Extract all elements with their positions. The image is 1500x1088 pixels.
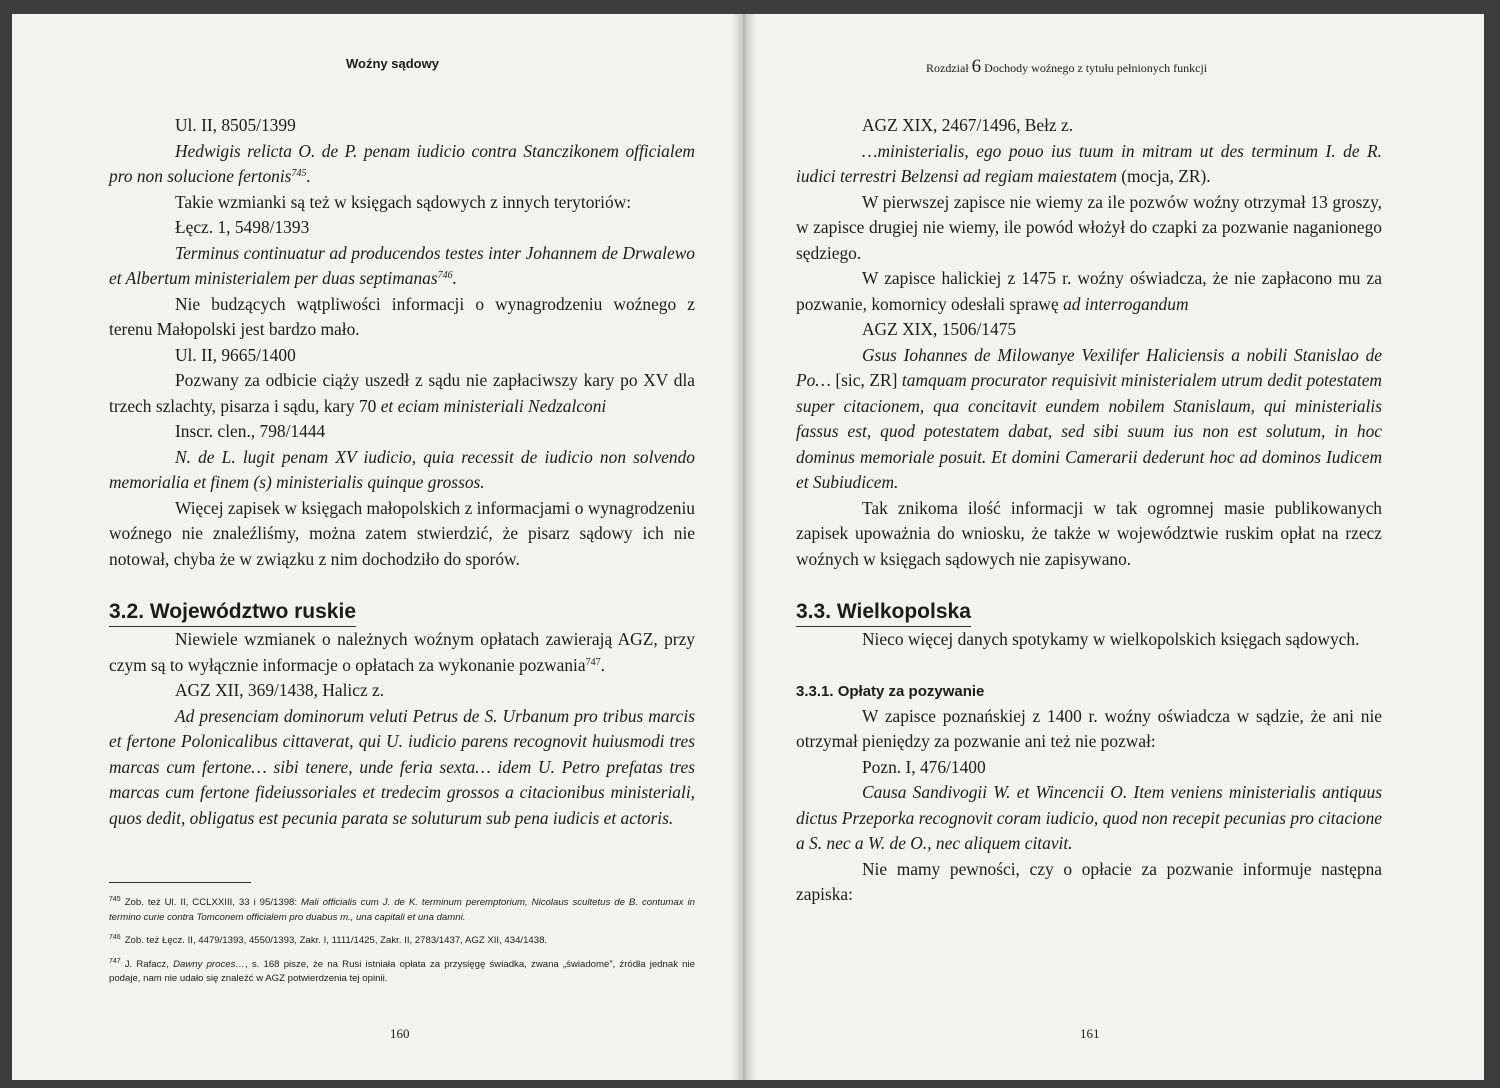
citation: AGZ XII, 369/1438, Halicz z. (175, 680, 385, 700)
paragraph: W zapisce poznańskiej z 1400 r. woźny oświadcza w sądzie, że ani nie otrzymał pieniędzy za pozwanie ani też nie pozwał: (796, 705, 1382, 751)
right-page (744, 14, 1484, 1080)
latin-quote: Causa Sandivogii W. et Wincencii O. Item veniens ministerialis antiquus dictus Przeporka recognovit coram iudicio, quod non recepit pecunias pro citacione a S. nec a W. de O., nec aliquem citavit. (796, 782, 1382, 853)
footnote-ref[interactable]: 746 (437, 270, 453, 281)
paragraph: Nie mamy pewności, czy o opłacie za pozwanie informuje następna zapiska: (796, 858, 1382, 904)
footnote-747: $^{747}$ J. Rafacz, Dawny proces…, s. 168 pisze, że na Rusi istniała opłata za przysięgę świadka, zwana „świadome”, źródła jednak nie podaje, nam nie udało się znaleźć w AGZ potwierdzenia tej opinii. (109, 957, 695, 984)
citation: AGZ XIX, 2467/1496, Bełz z. (862, 115, 1074, 135)
citation: Ul. II, 8505/1399 (175, 115, 296, 135)
latin-quote: N. de L. lugit penam XV iudicio, quia recessit de iudicio non solvendo memorialia et finem (s) ministerialis quinque grossos. (109, 446, 695, 492)
latin-quote: …ministerialis, ego pouo ius tuum in mitram ut des terminum I. de R. iudici terrestri Belzensi ad regiam maiestatem (mocja, ZR). (796, 140, 1382, 186)
citation: Pozn. I, 476/1400 (862, 756, 986, 777)
left-page (12, 14, 746, 1080)
citation: Inscr. clen., 798/1444 (175, 421, 326, 441)
left-text-block (109, 113, 695, 831)
page-number: 161 (1080, 1026, 1100, 1041)
footnote-ref[interactable]: 745 (291, 168, 307, 179)
footnotes (109, 882, 695, 993)
footnote-rule (109, 882, 251, 883)
running-head: Rozdział 6 Dochody woźnego z tytułu pełnionych funkcji (926, 56, 1208, 77)
section-title: 3.2. Województwo ruskie (109, 598, 356, 627)
book-gutter (732, 14, 756, 1080)
subsection-title: 3.3.1. Opłaty za pozywanie (796, 682, 985, 700)
citation: AGZ XIX, 1506/1475 (862, 319, 1017, 339)
latin-quote: Gsus Iohannes de Milowanye Vexilifer Haliciensis a nobili Stanislao de Po… [sic, ZR] tamquam procurator requisivit ministerialem utrum dedit potestatem super citacionem, qua concitavit eundem nobilem Stanislaum, qui ministerialis fassus est, quod potestatem dabat, sed sibi suum ius non est solutum, in hoc dominus memoriale posuit. Et domini Camerarii dederunt hoc ad dominos Iudicem et Subiudicem. (796, 344, 1382, 492)
right-text-block (796, 113, 1382, 908)
paragraph: Tak znikoma ilość informacji w tak ogromnej masie publikowanych zapisek upoważnia do wniosku, że także w województwie ruskim opłat na rzecz woźnych w księgach sądowych nie zapisywano. (796, 497, 1382, 569)
paragraph: Więcej zapisek w księgach małopolskich z informacjami o wynagrodzeniu woźnego nie znaleźliśmy, można zatem stwierdzić, że pisarz sądowy ich nie notował, chyba że w związku z nim dochodziło do sporów. (109, 497, 695, 569)
latin-quote: Terminus continuatur ad producendos testes inter Johannem de Drwalewo et Albertum ministerialem per duas septimanas$^{746}$. (109, 242, 695, 288)
paragraph: Pozwany za odbicie ciąży uszedł z sądu nie zapłaciwszy kary po XV dla trzech szlachty, pisarza i sądu, kary 70 et eciam ministeriali Nedzalconi (109, 370, 695, 416)
citation: Ul. II, 9665/1400 (175, 344, 296, 365)
running-head: Woźny sądowy (346, 56, 439, 71)
citation: Łęcz. 1, 5498/1393 (175, 217, 310, 237)
footnote-ref[interactable]: 747 (585, 656, 601, 668)
paragraph: Takie wzmianki są też w księgach sądowych z innych terytoriów: (175, 191, 632, 212)
paragraph: W pierwszej zapisce nie wiemy za ile pozwów woźny otrzymał 13 groszy, w zapisce drugiej nie wiemy, ile powód włożył do czapki za pozwanie naganionego sędziego. (796, 191, 1382, 263)
footnote-746: $^{746}$ Zob. też Łęcz. II, 4479/1393, 4550/1393, Zakr. I, 1111/1425, Zakr. II, 2783/1437, AGZ XII, 434/1438. (109, 934, 548, 946)
section-title: 3.3. Wielkopolska (796, 598, 971, 627)
latin-quote: Hedwigis relicta O. de P. penam iudicio contra Stanczikonem officialem pro non solucione fertonis$^{745}$. (109, 140, 695, 186)
paragraph: Niewiele wzmianek o należnych woźnym opłatach zawierają AGZ, przy czym są to wyłącznie informacje o opłatach za wykonanie pozwania$^{747}$. (109, 629, 695, 675)
latin-quote: Ad presenciam dominorum veluti Petrus de S. Urbanum pro tribus marcis et fertone Polonicalibus cittaverat, qui U. iudicio parens recognovit huiusmodi tres marcas cum fertone… sibi tenere, unde feria sexta… idem U. Petro prefatas tres marcas cum fertone fideiussoriales et tredecim grossos a citacionibus ministeriali, quos dedit, obligatus est pecunia parata se soluturum sub pena iudicis et actoris. (109, 705, 695, 828)
page-number: 160 (390, 1026, 410, 1041)
paragraph: Nie budzących wątpliwości informacji o wynagrodzeniu woźnego z terenu Małopolski jest bardzo mało. (109, 293, 695, 339)
footnote-745: $^{745}$ Zob. też Ul. II, CCLXXIII, 33 i 95/1398: Mali officialis cum J. de K. terminum peremptorium, Nicolaus scultetus de B. contumax in termino curie contra Tomconem officialem pro duabus m., una capitali et una damni. (109, 896, 696, 923)
paragraph: Nieco więcej danych spotykamy w wielkopolskich księgach sądowych. (862, 629, 1360, 649)
paragraph: W zapisce halickiej z 1475 r. woźny oświadcza, że nie zapłacono mu za pozwanie, komornicy odesłali sprawę ad interrogandum (796, 268, 1382, 314)
